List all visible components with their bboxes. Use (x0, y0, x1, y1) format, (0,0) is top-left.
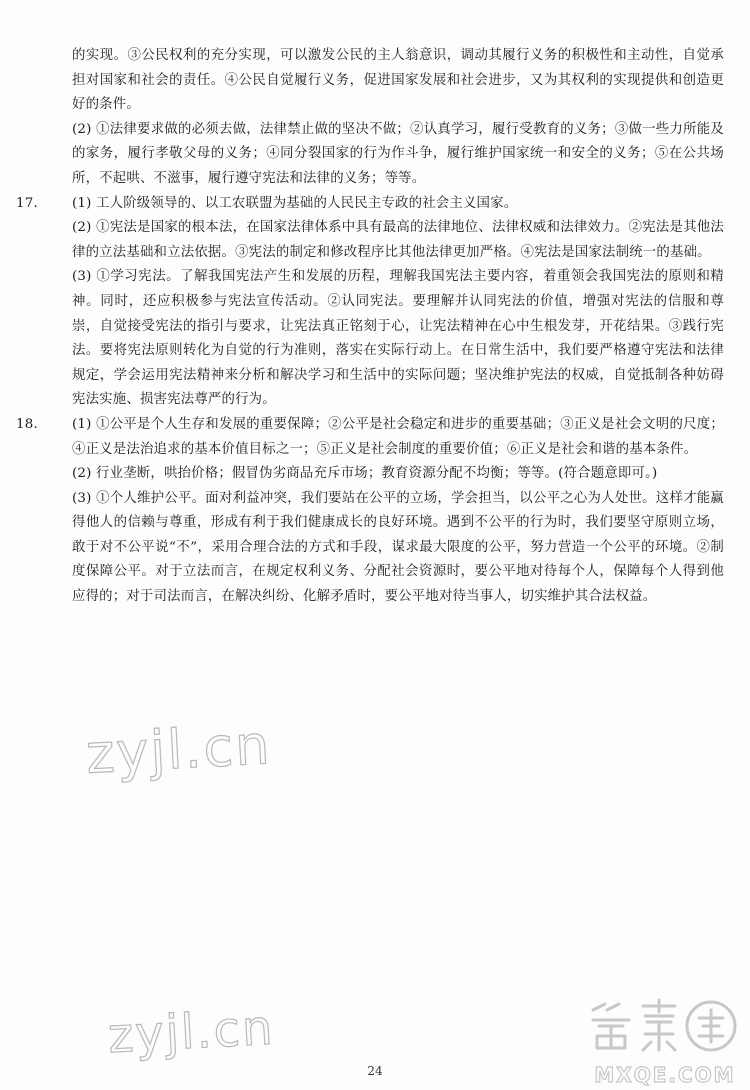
question-18-part-2: (2) 行业垄断，哄抬价格；假冒伪劣商品充斥市场；教育资源分配不均衡；等等。(符合题意即可。) (72, 466, 658, 482)
question-18-part-3: (3) ①个人维护公平。面对利益冲突，我们要站在公平的立场，学会担当，以公平之心为人处世。这样才能赢得他人的信赖与尊重，形成有利于我们健康成长的良好环境。遇到不公平的行为时，我们要坚守原则立场，敢于对不公平说“不”，采用合理合法的方式和手段，谋求最大限度的公平，努力营造一个公平的环境。②制度保障公平。对于立法而言，在规定权利义务、分配社会资源时，要公平地对待每个人，保障每个人得到他应得的；对于司法而言，在解决纠纷、化解矛盾时，要公平地对待当事人，切实维护其合法权益。 (72, 490, 724, 605)
answer-content (16, 44, 724, 610)
question-18-part-1: (1) ①公平是个人生存和发展的重要保障；②公平是社会稳定和进步的重要基础；③正义是社会文明的尺度；④正义是法治追求的基本价值目标之一；⑤正义是社会制度的重要价值；⑥正义是社会和谐的基本条件。 (72, 416, 724, 457)
question-18 (16, 413, 724, 610)
question-number: 18. (16, 416, 38, 432)
page-number: 24 (367, 1064, 383, 1078)
logo-domain-text: MXQE.COM (594, 1063, 736, 1087)
watermark-top: zyjl.cn (84, 713, 273, 786)
question-17-part-3: (3) ①学习宪法。了解我国宪法产生和发展的历程，理解我国宪法主要内容，着重领会我国宪法的原则和精神。同时，还应积极参与宪法宣传活动。②认同宪法。要理解并认同宪法的价值，增强对宪法的信服和尊崇，自觉接受宪法的指引与要求，让宪法真正铭刻于心，让宪法精神在心中生根发芽，开花结果。③践行宪法。要将宪法原则转化为自觉的行为准则，落实在实际行动上。在日常生活中，我们要严格遵守宪法和法律规定，学会运用宪法精神来分析和解决学习和生活中的实际问题；坚决维护宪法的权威，自觉抵制各种妨碍宪法实施、损害宪法尊严的行为。 (72, 269, 724, 408)
question-17 (16, 192, 724, 413)
paragraph-part-2: (2) ①法律要求做的必须去做，法律禁止做的坚决不做；②认真学习，履行受教育的义务；③做一些力所能及的家务，履行孝敬父母的义务；④同分裂国家的行为作斗争，履行维护国家统一和安全的义务；⑤在公共场所，不起哄、不滋事，履行遵守宪法和法律的义务；等等。 (72, 121, 724, 186)
paragraph-continuation: 的实现。③公民权利的充分实现，可以激发公民的主人翁意识，调动其履行义务的积极性和主动性，自觉承担对国家和社会的责任。④公民自觉履行义务，促进国家发展和社会进步，又为其权利的实现提供和创造更好的条件。 (72, 48, 724, 113)
question-17-part-2: (2) ①宪法是国家的根本法，在国家法律体系中具有最高的法律地位、法律权威和法律效力。②宪法是其他法律的立法基础和立法依据。③宪法的制定和修改程序比其他法律更加严格。④宪法是国家法制统一的基础。 (72, 220, 724, 260)
question-number: 17. (16, 195, 38, 211)
watermark-bottom: zyjl.cn (106, 999, 276, 1065)
question-17-part-1: (1) 工人阶级领导的、以工农联盟为基础的人民民主专政的社会主义国家。 (72, 195, 518, 211)
